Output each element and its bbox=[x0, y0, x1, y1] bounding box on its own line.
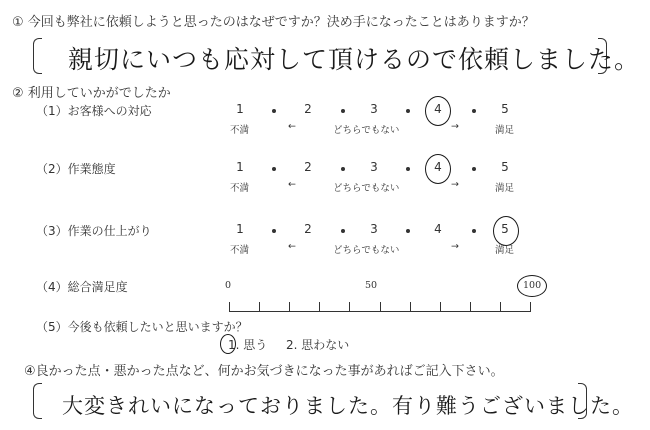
ruler-tick bbox=[259, 302, 260, 312]
rating-item-1-label: （1）お客様への対応 bbox=[36, 104, 152, 118]
scale-min-label: 0 bbox=[225, 280, 232, 291]
scale-mid-label: 50 bbox=[365, 280, 378, 291]
scale-dot bbox=[272, 109, 276, 113]
scale-5: 5 bbox=[501, 160, 509, 174]
scale-dot bbox=[406, 229, 410, 233]
arrow-right-icon: → bbox=[451, 121, 459, 132]
rating-item-3-label: （3）作業の仕上がり bbox=[36, 224, 152, 238]
scale-dot bbox=[472, 109, 476, 113]
ruler-tick bbox=[349, 302, 350, 312]
rating-item-2-label: （2）作業態度 bbox=[36, 162, 116, 176]
ruler-tick bbox=[229, 302, 230, 312]
scale-middle-label: どちらでもない bbox=[333, 183, 400, 194]
scale-5: 5 bbox=[501, 102, 509, 116]
ruler-tick bbox=[530, 302, 531, 312]
option-yes: 1. 思う bbox=[228, 338, 268, 352]
scale-dot bbox=[272, 167, 276, 171]
selected-rating-mark bbox=[425, 154, 451, 184]
request-again-label: （5）今後も依頼したいと思いますか？ bbox=[36, 320, 248, 334]
scale-2: 2 bbox=[304, 222, 312, 236]
scale-3: 3 bbox=[370, 160, 378, 174]
ruler-tick bbox=[380, 302, 381, 312]
scale-right-label: 満足 bbox=[495, 125, 515, 136]
scale-left-label: 不満 bbox=[230, 125, 250, 136]
scale-dot bbox=[341, 229, 345, 233]
scale-dot bbox=[406, 109, 410, 113]
scale-dot bbox=[406, 167, 410, 171]
scale-right-label: 満足 bbox=[495, 183, 515, 194]
question-4-title: ④良かった点・悪かった点など、何かお気づきになった事があればご記入下さい。 bbox=[24, 364, 504, 379]
selected-rating-mark bbox=[425, 96, 451, 126]
selected-value-mark bbox=[517, 275, 547, 297]
scale-1: 1 bbox=[236, 222, 244, 236]
scale-5: 5 bbox=[501, 222, 509, 236]
overall-satisfaction-label: （4）総合満足度 bbox=[36, 280, 128, 294]
answer-1-handwriting: 親切にいつも応対して頂けるので依頼しました。 bbox=[68, 45, 641, 74]
option-no: 2. 思わない bbox=[286, 338, 350, 352]
question-1-title: ① 今回も弊社に依頼しようと思ったのはなぜですか？決め手になったことはありますか？ bbox=[12, 15, 535, 30]
question-2-title: ② 利用していかがでしたか bbox=[12, 86, 171, 101]
arrow-right-icon: → bbox=[451, 241, 459, 252]
ruler-tick bbox=[289, 302, 290, 312]
selected-option-mark bbox=[220, 334, 236, 354]
scale-4: 4 bbox=[434, 102, 442, 116]
scale-dot bbox=[341, 109, 345, 113]
scale-1: 1 bbox=[236, 102, 244, 116]
scale-dot bbox=[272, 229, 276, 233]
scale-max-label: 100 bbox=[523, 280, 542, 291]
scale-middle-label: どちらでもない bbox=[333, 245, 400, 256]
ruler-tick bbox=[410, 302, 411, 312]
scale-3: 3 bbox=[370, 102, 378, 116]
scale-4: 4 bbox=[434, 160, 442, 174]
answer-1-bracket-left bbox=[33, 38, 42, 74]
scale-2: 2 bbox=[304, 160, 312, 174]
arrow-right-icon: → bbox=[451, 179, 459, 190]
scale-right-label: 満足 bbox=[495, 245, 515, 256]
arrow-left-icon: ← bbox=[288, 241, 296, 252]
scale-dot bbox=[472, 229, 476, 233]
scale-dot bbox=[341, 167, 345, 171]
scale-left-label: 不満 bbox=[230, 183, 250, 194]
scale-3: 3 bbox=[370, 222, 378, 236]
ruler-tick bbox=[500, 302, 501, 312]
scale-2: 2 bbox=[304, 102, 312, 116]
arrow-left-icon: ← bbox=[288, 179, 296, 190]
ruler-tick bbox=[319, 302, 320, 312]
scale-dot bbox=[472, 167, 476, 171]
arrow-left-icon: ← bbox=[288, 121, 296, 132]
scale-1: 1 bbox=[236, 160, 244, 174]
scale-left-label: 不満 bbox=[230, 245, 250, 256]
scale-4: 4 bbox=[434, 222, 442, 236]
ruler-tick bbox=[440, 302, 441, 312]
answer-4-bracket-left bbox=[33, 383, 42, 419]
scale-middle-label: どちらでもない bbox=[333, 125, 400, 136]
ruler-tick bbox=[470, 302, 471, 312]
answer-4-handwriting: 大変きれいになっておりました。有り難うございました。 bbox=[62, 394, 634, 418]
